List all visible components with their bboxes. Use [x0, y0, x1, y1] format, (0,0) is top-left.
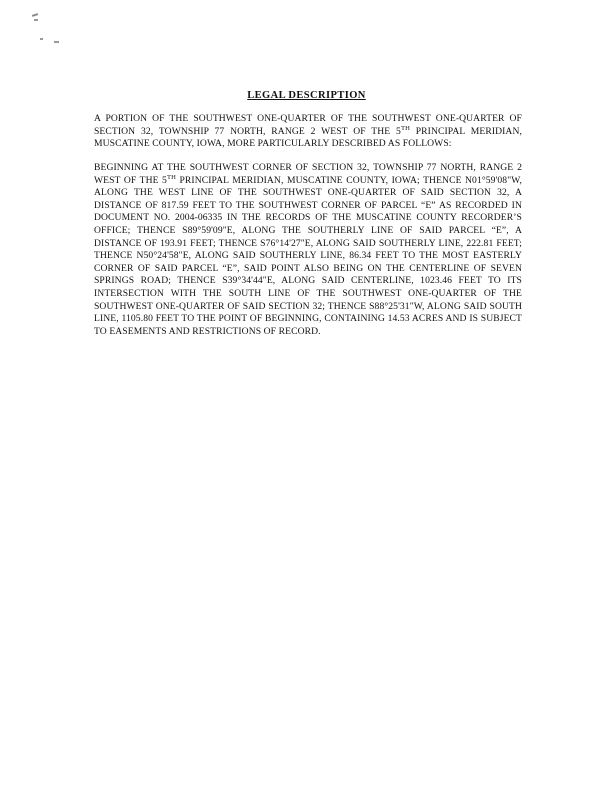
paragraph-metes-and-bounds	[94, 162, 522, 338]
text-run: PRINCIPAL MERIDIAN, MUSCATINE COUNTY, IOWA, MORE PARTICULARLY DESCRIBED AS FOLLOWS:	[94, 125, 522, 150]
text-run: PRINCIPAL MERIDIAN, MUSCATINE COUNTY, IOWA; THENCE N01°59'08"W, ALONG THE WEST LINE OF THE SOUTHWEST ONE-QUARTER OF SAID SECTION 32, A DISTANCE OF 817.59 FEET TO THE SOUTHWEST CORNER OF PARCEL “E” AS RECORDED IN DOCUMENT NO. 2004-06335 IN THE RECORDS OF THE MUSCATINE COUNTY RECORDER’S OFFICE; THENCE S89°59'09"E, ALONG THE SOUTHERLY LINE OF SAID PARCEL “E”, A DISTANCE OF 193.91 FEET; THENCE S76°14'27"E, ALONG SAID SOUTHERLY LINE, 222.81 FEET; THENCE N50°24'58"E, ALONG SAID SOUTHERLY LINE, 86.34 FEET TO THE MOST EASTERLY CORNER OF SAID PARCEL “E”, SAID POINT ALSO BEING ON THE CENTERLINE OF SEVEN SPRINGS ROAD; THENCE S39°34'44"E, ALONG SAID CENTERLINE, 1023.46 FEET TO ITS INTERSECTION WITH THE SOUTH LINE OF THE SOUTHWEST ONE-QUARTER OF THE SOUTHWEST ONE-QUARTER OF SAID SECTION 32; THENCE S88°25'31"W, ALONG SAID SOUTH LINE, 1105.80 FEET TO THE POINT OF BEGINNING, CONTAINING 14.53 ACRES AND IS SUBJECT TO EASEMENTS AND RESTRICTIONS OF RECORD.	[94, 174, 522, 337]
scan-mark-3	[40, 38, 43, 40]
scan-mark-1	[32, 13, 38, 17]
ordinal-superscript: TH	[400, 124, 410, 132]
scan-mark-4	[54, 41, 59, 43]
ordinal-superscript: TH	[166, 173, 176, 181]
paragraph-property-summary	[94, 113, 522, 151]
scan-mark-2	[34, 19, 38, 21]
text-run: BEGINNING AT THE SOUTHWEST CORNER OF SECTION 32, TOWNSHIP 77 NORTH, RANGE 2 WEST OF THE 5	[94, 162, 522, 186]
scan-artifact-marks	[32, 14, 72, 42]
text-run: A PORTION OF THE SOUTHWEST ONE-QUARTER OF THE SOUTHWEST ONE-QUARTER OF SECTION 32, TOWNSHIP 77 NORTH, RANGE 2 WEST OF THE 5	[94, 113, 522, 137]
page-title: LEGAL DESCRIPTION	[247, 90, 366, 101]
